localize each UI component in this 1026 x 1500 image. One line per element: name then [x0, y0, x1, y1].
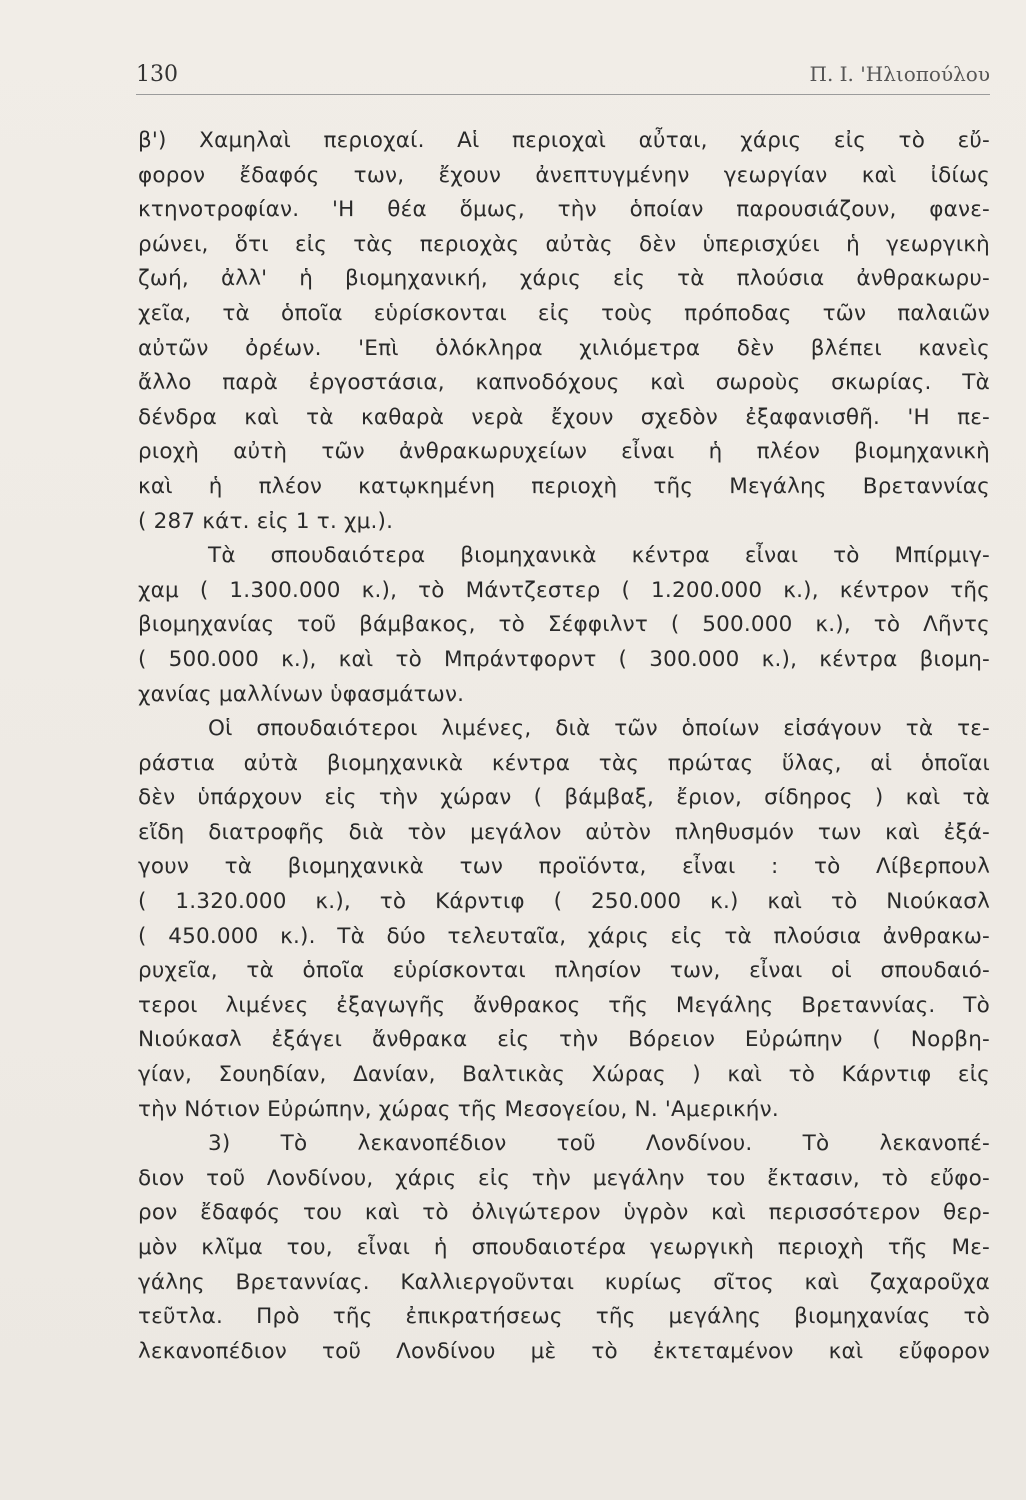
text-line: ρυχεῖα, τὰ ὁποῖα εὑρίσκονται πλησίον των, εἶναι οἱ σπουδαιό- — [138, 958, 990, 984]
text-line: διον τοῦ Λονδίνου, χάρις εἰς τὴν μεγάλην του ἔκτασιν, τὸ εὔφο- — [138, 1165, 990, 1191]
text-line: δὲν ὑπάρχουν εἰς τὴν χώραν ( βάμβαξ, ἔριον, σίδηρος ) καὶ τὰ — [138, 785, 990, 811]
text-line: χεῖα, τὰ ὁποῖα εὑρίσκονται εἰς τοὺς πρόποδας τῶν παλαιῶν — [138, 300, 990, 326]
text-line: ζωή, ἀλλ' ἡ βιομηχανική, χάρις εἰς τὰ πλούσια ἀνθρακωρυ- — [138, 266, 990, 292]
text-line: γάλης Βρεταννίας. Καλλιεργοῦνται κυρίως σῖτος καὶ ζαχαροῦχα — [138, 1269, 990, 1295]
text-line: ἄλλο παρὰ ἐργοστάσια, καπνοδόχους καὶ σωροὺς σκωρίας. Τὰ — [138, 370, 990, 396]
body-text — [138, 124, 990, 1369]
text-line: βιομηχανίας τοῦ βάμβακος, τὸ Σέφφιλντ ( 500.000 κ.), τὸ Λῆντς — [138, 612, 990, 638]
page-number: 130 — [136, 62, 178, 87]
text-line: ( 500.000 κ.), καὶ τὸ Μπράντφορντ ( 300.000 κ.), κέντρα βιομη- — [138, 646, 990, 672]
text-line: χαμ ( 1.300.000 κ.), τὸ Μάντζεστερ ( 1.200.000 κ.), κέντρον τῆς — [138, 577, 990, 603]
text-line: μὸν κλῖμα του, εἶναι ἡ σπουδαιοτέρα γεωργικὴ περιοχὴ τῆς Με- — [138, 1235, 990, 1260]
text-line: γίαν, Σουηδίαν, Δανίαν, Βαλτικὰς Χώρας ) καὶ τὸ Κάρντιφ εἰς — [138, 1062, 990, 1088]
text-line: β') Χαμηλαὶ περιοχαί. Αἱ περιοχαὶ αὖται, χάρις εἰς τὸ εὔ- — [138, 128, 990, 153]
text-line: Οἱ σπουδαιότεροι λιμένες, διὰ τῶν ὁποίων εἰσάγουν τὰ τε- — [208, 716, 990, 742]
text-line: χανίας μαλλίνων ὑφασμάτων. — [138, 681, 465, 707]
text-line: καὶ ἡ πλέον κατῳκημένη περιοχὴ τῆς Μεγάλης Βρεταννίας — [138, 473, 990, 499]
running-head: Π. Ι. 'Ηλιοπούλου — [809, 62, 990, 86]
text-line: Νιούκασλ ἐξάγει ἄνθρακα εἰς τὴν Βόρειον Εὐρώπην ( Νορβη- — [138, 1027, 990, 1053]
text-line: ( 450.000 κ.). Τὰ δύο τελευταῖα, χάρις εἰς τὰ πλούσια ἀνθρακω- — [138, 923, 990, 949]
text-line: ριοχὴ αὐτὴ τῶν ἀνθρακωρυχείων εἶναι ἡ πλέον βιομηχανικὴ — [138, 439, 990, 465]
text-line: λεκανοπέδιον τοῦ Λονδίνου μὲ τὸ ἐκτεταμένον καὶ εὔφορον — [138, 1338, 990, 1364]
text-line: ( 1.320.000 κ.), τὸ Κάρντιφ ( 250.000 κ.) καὶ τὸ Νιούκασλ — [138, 889, 990, 915]
text-line: γουν τὰ βιομηχανικὰ των προϊόντα, εἶναι : τὸ Λίβερπουλ — [138, 854, 990, 880]
text-line: ( 287 κάτ. εἰς 1 τ. χμ.). — [138, 508, 394, 534]
text-line: δένδρα καὶ τὰ καθαρὰ νερὰ ἔχουν σχεδὸν ἐξαφανισθῆ. 'Η πε- — [138, 404, 990, 430]
text-line: τὴν Νότιον Εὐρώπην, χώρας τῆς Μεσογείου, Ν. 'Αμερικήν. — [138, 1096, 779, 1122]
page-header — [136, 52, 990, 95]
text-line: τεῦτλα. Πρὸ τῆς ἐπικρατήσεως τῆς μεγάλης βιομηχανίας τὸ — [138, 1304, 990, 1330]
text-line: ρώνει, ὅτι εἰς τὰς περιοχὰς αὐτὰς δὲν ὑπερισχύει ἡ γεωργικὴ — [138, 231, 990, 257]
text-line: κτηνοτροφίαν. 'Η θέα ὅμως, τὴν ὁποίαν παρουσιάζουν, φανε- — [138, 197, 990, 223]
text-line: φορον ἔδαφός των, ἔχουν ἀνεπτυγμένην γεωργίαν καὶ ἰδίως — [138, 162, 990, 188]
text-line: τεροι λιμένες ἐξαγωγῆς ἄνθρακος τῆς Μεγάλης Βρεταννίας. Τὸ — [138, 992, 990, 1018]
text-line: αὐτῶν ὀρέων. 'Επὶ ὁλόκληρα χιλιόμετρα δὲν βλέπει κανεὶς — [138, 335, 990, 361]
text-line: ράστια αὐτὰ βιομηχανικὰ κέντρα τὰς πρώτας ὕλας, αἱ ὁποῖαι — [138, 750, 990, 776]
text-line: εἴδη διατροφῆς διὰ τὸν μεγάλον αὐτὸν πληθυσμόν των καὶ ἐξά- — [138, 819, 990, 845]
text-line: 3) Τὸ λεκανοπέδιον τοῦ Λονδίνου. Τὸ λεκανοπέ- — [208, 1131, 990, 1157]
text-line: Τὰ σπουδαιότερα βιομηχανικὰ κέντρα εἶναι τὸ Μπίρμιγ- — [208, 543, 990, 569]
text-line: ρον ἔδαφός του καὶ τὸ ὀλιγώτερον ὑγρὸν καὶ περισσότερον θερ- — [138, 1200, 990, 1226]
